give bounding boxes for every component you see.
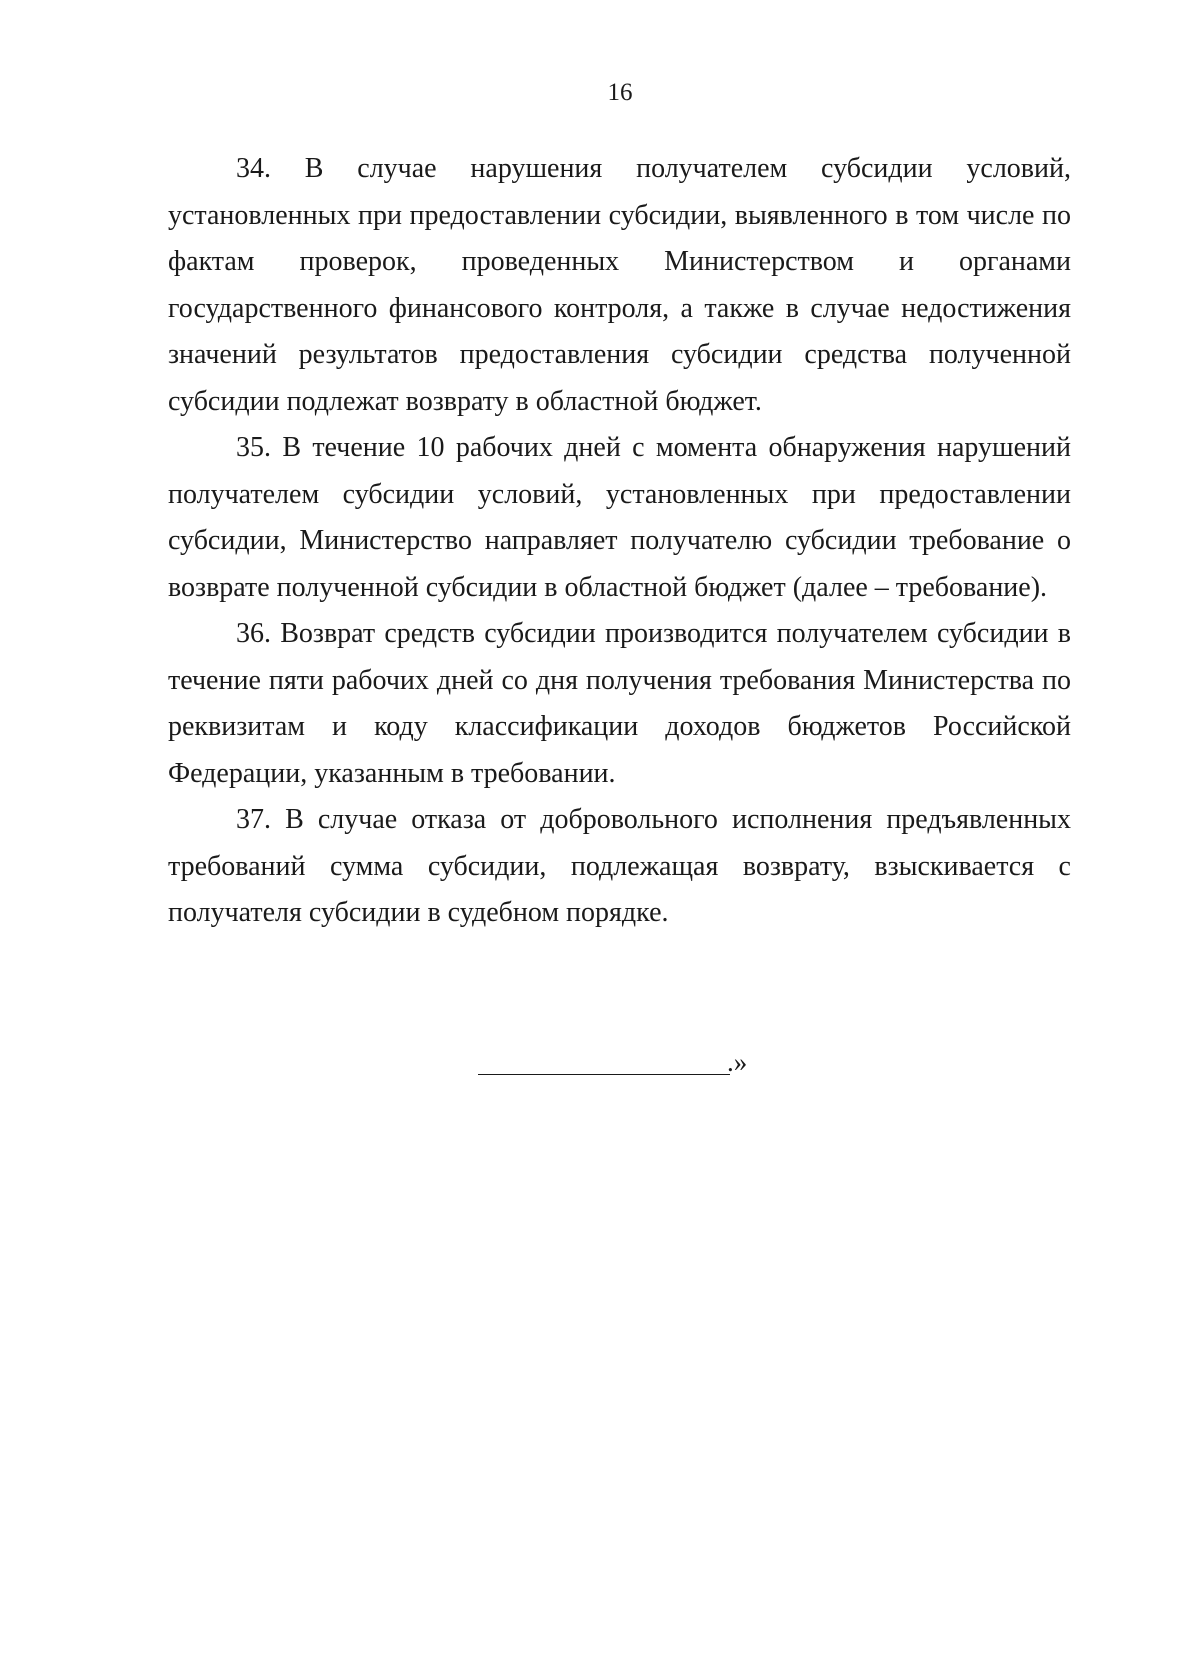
paragraph-37: 37. В случае отказа от добровольного исполнения предъявленных требований сумма субсидии, подлежащая возврату, взыскивается с получателя субсидии в судебном порядке. [168, 804, 1071, 928]
document-body [168, 146, 1071, 937]
page-number: 16 [607, 79, 633, 106]
closing-separator [478, 1044, 778, 1084]
paragraph-36: 36. Возврат средств субсидии производится получателем субсидии в течение пяти рабочих дней со дня получения требования Министерства по реквизитам и коду классификации доходов бюджетов Российской Федерации, указанным в требовании. [168, 618, 1071, 789]
paragraph-34: 34. В случае нарушения получателем субсидии условий, установленных при предоставлении субсидии, выявленного в том числе по фактам проверок, проведенных Министерством и органами государственного финансового контроля, а также в случае недостижения значений результатов предоставления субсидии средства полученной субсидии подлежат возврату в областной бюджет. [168, 153, 1071, 417]
paragraph-35: 35. В течение 10 рабочих дней с момента обнаружения нарушений получателем субсидии условий, установленных при предоставлении субсидии, Министерство направляет получателю субсидии требование о возврате полученной субсидии в областной бюджет (далее – требование). [168, 432, 1071, 603]
closing-quote-mark: .» [727, 1047, 748, 1077]
closing-underline [478, 1074, 730, 1075]
